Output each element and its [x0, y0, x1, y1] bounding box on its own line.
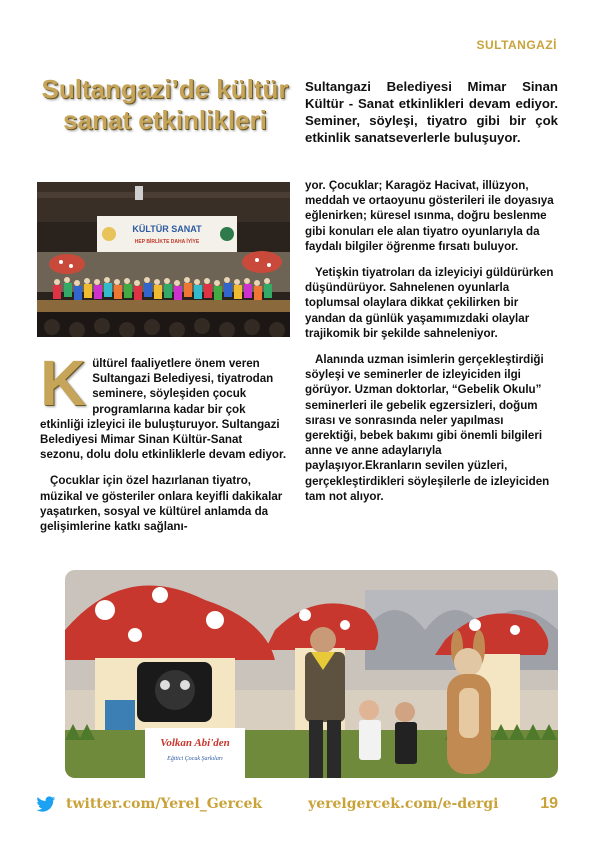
twitter-link[interactable]: twitter.com/Yerel_Gercek — [66, 796, 263, 812]
right-column — [305, 178, 558, 515]
page-number: 19 — [540, 795, 558, 812]
left-column — [40, 347, 288, 545]
children-show-photo — [65, 570, 558, 778]
paragraph-children: Çocuklar için özel hazırlanan tiyatro, müzikal ve gösteriler onlara keyifli dakikalar yaşatırken, sosyal ve kültürel anlamda da gelişimlerine katkı sağlanı- — [40, 474, 283, 534]
stage-photo — [37, 182, 290, 337]
banner-subtitle: HEP BİRLİKTE DAHA İYİYE — [134, 239, 200, 245]
article-title: Sultangazi’de kültür sanat etkinlikleri — [41, 74, 289, 135]
website-link[interactable]: yerelgercek.com/e-dergi — [308, 796, 499, 812]
article-lead: Sultangazi Belediyesi Mimar Sinan Kültür - Sanat etkinlikleri devam ediyor. Seminer, söyleşi, tiyatro gibi bir çok etkinlik sanatseverlerle buluşuyor. — [305, 79, 558, 145]
banner-title: KÜLTÜR SANAT — [132, 224, 202, 234]
intro-text: ültürel faaliyetlere önem veren Sultangazi Belediyesi, tiyatrodan seminere, söyleşiden çocuk programlarına kadar bir çok etkinliği izleyici ile buluşturuyor. Sultangazi Belediyesi Mimar Sinan Kültür-Sanat sezonu, dolu dolu etkinliklerle devam ediyor. — [40, 357, 287, 462]
dropcap: K — [40, 347, 87, 419]
paragraph-seminars: Alanında uzman isimlerin gerçekleştirdiği söyleşi ve seminerler de izleyiciden ilgi görüyor. Uzman doktorlar, “Gebelik Okulu” seminerleri ile gebelik egzersizleri, doğum sırası ve sonrasında neler yapılması gerektiği, bebek bakımı gibi önemli bilgileri anne ve anne adaylarıyla paylaşıyor.Ekranların sevilen yüzleri, gerçekleştirdikleri söyleşilerle de izleyiciden tam not alıyor. — [305, 353, 550, 503]
section-label: SULTANGAZİ — [476, 38, 557, 52]
paragraph-intro — [40, 347, 288, 462]
page-footer — [36, 792, 558, 816]
paragraph-continued: yor. Çocuklar; Karagöz Hacivat, illüzyon, meddah ve ortaoyunu gösterileri ile doyasıya eğlenirken; küresel ısınma, doğru beslenme gibi konuları ele alan tiyatro oyunlarıyla da faydalı bilgiler öğrenme fırsatı buluyor. — [305, 179, 554, 253]
paragraph-adult-theater: Yetişkin tiyatroları da izleyiciyi güldürürken düşündürüyor. Sahnelenen oyunlarla toplumsal olaylara dikkat çekilirken bir yandan da günlük yaşamımızdaki olaylar trajikomik bir şekilde sahneleniyor. — [305, 266, 554, 340]
twitter-bird-icon — [36, 796, 56, 813]
sign-subtitle: Eğitici Çocuk Şarkıları — [167, 756, 223, 762]
sign-title: Volkan Abi'den — [160, 737, 230, 749]
